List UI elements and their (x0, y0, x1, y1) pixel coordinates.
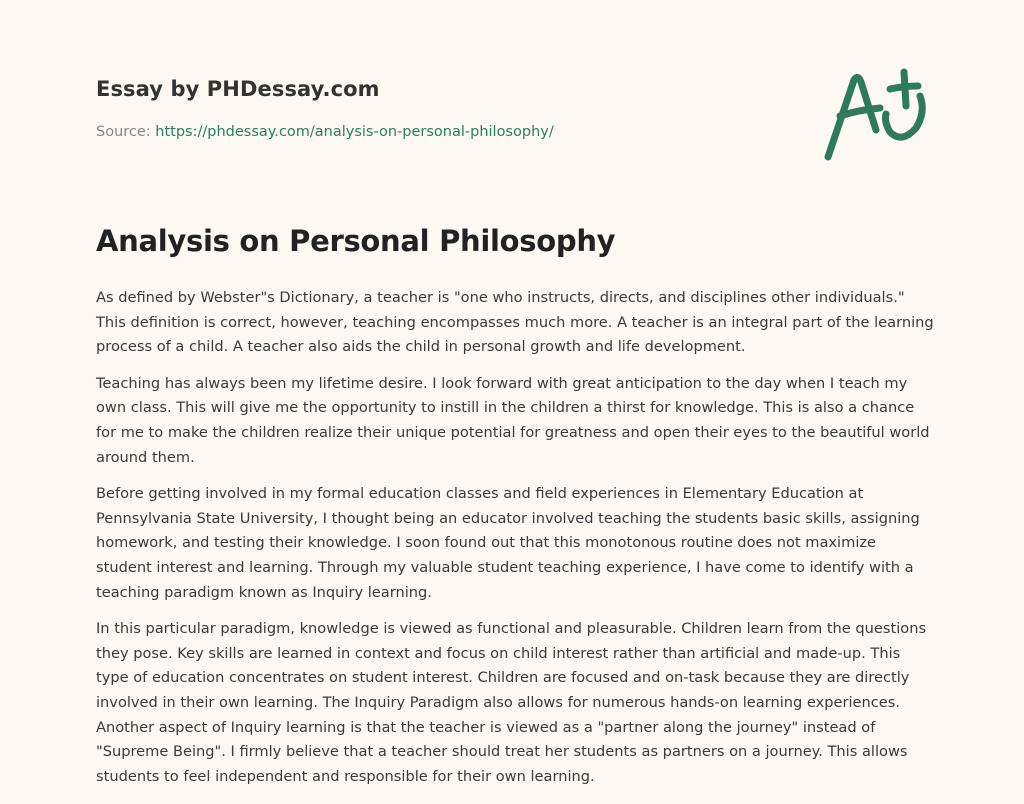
paragraph: Before getting involved in my formal education classes and field experiences in Elementary Education at Pennsylvania State University, I thought being an educator involved teaching the students basic skills, assigning homework, and testing their knowledge. I soon found out that this monotonous routine does not maximize student interest and learning. Through my valuable student teaching experience, I have come to identify with a teaching paradigm known as Inquiry learning. (96, 485, 920, 601)
paragraph: In this particular paradigm, knowledge is viewed as functional and pleasurable. Children learn from the questions they pose. Key skills are learned in context and focus on child interest rather than artificial and made-up. This type of education concentrates on student interest. Children are focused and on-task because they are directly involved in their own learning. The Inquiry Paradigm also allows for numerous hands-on learning experiences. Another aspect of Inquiry learning is that the teacher is viewed as a "partner along the journey" instead of "Supreme Being". I firmly believe that a teacher should treat her students as partners on a journey. This allows students to feel independent and responsible for their own learning. (96, 620, 927, 785)
source-label: Source: (96, 124, 151, 140)
article-title: Analysis on Personal Philosophy (96, 224, 616, 258)
article-body (96, 286, 936, 801)
site-title: Essay by PHDessay.com (96, 77, 380, 101)
paragraph: Teaching has always been my lifetime desire. I look forward with great anticipation to the day when I teach my own class. This will give me the opportunity to instill in the children a thirst for knowledge. This is also a chance for me to make the children realize their unique potential for greatness and open their eyes to the beautiful world around them. (96, 374, 930, 466)
paragraph: As defined by Webster"s Dictionary, a teacher is "one who instructs, directs, and disciplines other individuals." This definition is correct, however, teaching encompasses much more. A teacher is an integral part of the learning process of a child. A teacher also aids the child in personal growth and life development. (96, 289, 934, 356)
site-header (96, 77, 380, 101)
a-plus-logo-icon (818, 64, 930, 168)
source-link[interactable]: https://phdessay.com/analysis-on-personal-philosophy/ (155, 124, 554, 140)
source-line (96, 124, 554, 140)
